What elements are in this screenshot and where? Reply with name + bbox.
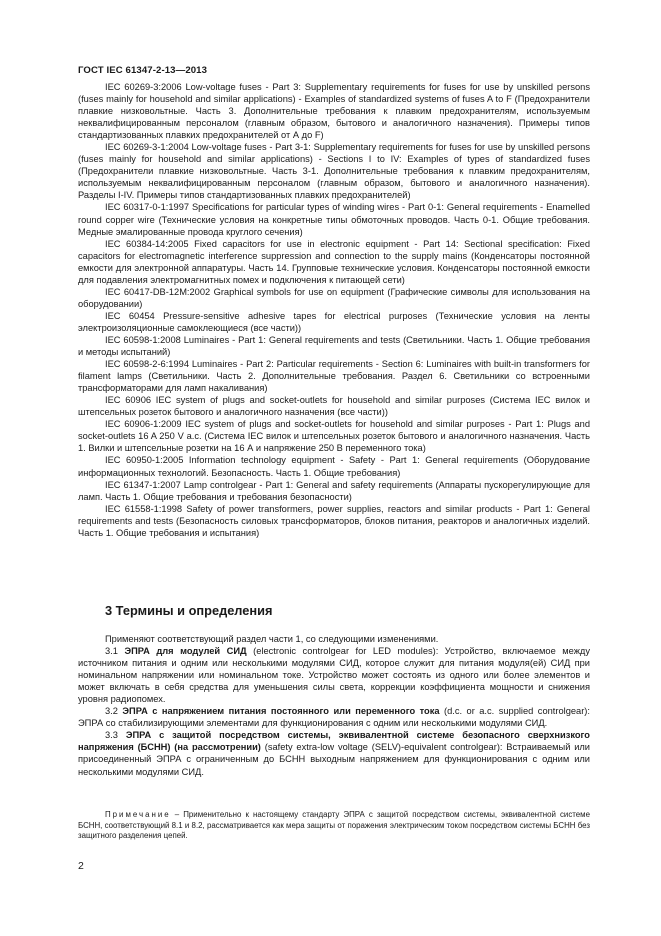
term-name: ЭПРА с защитой посредством системы, эквивалентной системе безопасного сверхнизкого напряжения (БСНН) (на рассмотрении)	[78, 730, 590, 753]
reference-item: IEC 60598-2-6:1994 Luminaires - Part 2: Particular requirements - Section 6: Luminaires with built-in transformers for filament lamps (Светильники. Часть 2. Дополнительные требования. Раздел 6. Светильники со встроенными трансформаторами для ламп накаливания)	[78, 359, 590, 394]
reference-item: IEC 60269-3:2006 Low-voltage fuses - Part 3: Supplementary requirements for fuses for use by unskilled persons (fuses mainly for household and similar applications) - Examples of standardized systems of fuses A to F (Предохранители плавкие низковольтные. Часть 3. Дополнительные требования к плавким предохранителям, используемым неквалифицированным персоналом (главным образом, бытового и аналогичного назначения). Примеры типов стандартизованных плавких предохранителей от А до F)	[78, 82, 590, 141]
note-block	[78, 810, 590, 842]
term-number: 3.3	[105, 730, 118, 741]
term-number: 3.2	[105, 706, 118, 717]
term-name: ЭПРА с напряжением питания постоянного или переменного тока	[122, 706, 440, 717]
term-text: (d.c. or a.c. supplied controlgear): ЭПРА со стабилизирующими элементами для функционирования с одним или несколькими модулями СИД.	[78, 706, 590, 729]
term-number: 3.1	[105, 646, 118, 657]
term-text: (electronic controlgear for LED modules): Устройство, включаемое между источником питания и одним или несколькими модулями СИД, которое служит для питания модуля(ей) СИД при номинальном напряжении или номинальном токе. Устройство может состоять из одного или более элементов и может включать в себя средства для уменьшения силы света, коррекции коэффициента мощности и снижения уровня радиопомех.	[78, 646, 591, 705]
term-definition	[78, 645, 590, 705]
note-paragraph	[78, 810, 590, 842]
note-label: Примечание	[105, 810, 171, 819]
term-name: ЭПРА для модулей СИД	[124, 646, 247, 657]
reference-item: IEC 60598-1:2008 Luminaires - Part 1: General requirements and tests (Светильники. Часть 1. Общие требования и методы испытаний)	[78, 334, 590, 358]
reference-item: IEC 60317-0-1:1997 Specifications for particular types of winding wires - Part 0-1: General requirements - Enamelled round copper wire (Технические условия на конкретные типы обмоточных проводов. Часть 0-1. Общие требования. Медные эмалированные провода круглого сечения)	[78, 202, 590, 237]
reference-item: IEC 60906 IEC system of plugs and socket-outlets for household and similar purposes (Система IEC вилок и штепсельных розеток бытового и аналогичного назначения (все части))	[78, 395, 590, 418]
reference-item: IEC 60950-1:2005 Information technology equipment - Safety - Part 1: General requirements (Оборудование информационных технологий. Безопасность. Часть 1. Общие требования)	[78, 455, 590, 478]
term-definition	[78, 729, 590, 777]
reference-item: IEC 60417-DB-12M:2002 Graphical symbols for use on equipment (Графические символы для использования на оборудовании)	[78, 286, 590, 309]
section-title: 3 Термины и определения	[105, 603, 273, 618]
term-text: (safety extra-low voltage (SELV)-equivalent controlgear): Встраиваемый или присоединенный ЭПРА с ограниченным до БСНН выходным напряжением для функционирования с одним или несколькими модулями СИД.	[78, 742, 591, 777]
reference-item: IEC 60384-14:2005 Fixed capacitors for use in electronic equipment - Part 14: Sectional specification: Fixed capacitors for electromagnetic interference suppression and connection to the supply mains (Конденсаторы постоянной емкости для электронной аппаратуры. Часть 14. Групповые технические условия. Конденсаторы постоянной емкости для подавления электромагнитных помех и подключения к питающей сети)	[78, 238, 590, 285]
reference-item: IEC 60906-1:2009 IEC system of plugs and socket-outlets for household and similar purposes - Part 1: Plugs and socket-outlets 16 A 250 V a.c. (Система IEC вилок и штепсельных розеток бытового и аналогичного назначения. Часть 1. Вилки и штепсельные розетки на 16 А и напряжение 250 В переменного тока)	[78, 419, 590, 454]
section-intro: Применяют соответствующий раздел части 1, со следующими изменениями.	[105, 634, 439, 644]
term-definition	[78, 705, 590, 729]
section-body	[78, 633, 590, 778]
normative-references	[78, 81, 590, 539]
reference-item: IEC 60454 Pressure-sensitive adhesive tapes for electrical purposes (Технические условия на ленты электроизоляционные самоклеющиеся (все части))	[78, 310, 590, 333]
reference-item: IEC 61558-1:1998 Safety of power transformers, power supplies, reactors and similar products - Part 1: General requirements and tests (Безопасность силовых трансформаторов, блоков питания, реакторов и аналогичных изделий. Часть 1. Общие требования и испытания)	[78, 503, 590, 538]
reference-item: IEC 60269-3-1:2004 Low-voltage fuses - Part 3-1: Supplementary requirements for fuses for use by unskilled persons (fuses mainly for household and similar applications) - Sections I to IV: Examples of types of standardized fuses (Предохранители плавкие низковольтные. Часть 3-1. Дополнительные требования к плавким предохранителям, используемым неквалифицированным персоналом (главным образом, бытового и аналогичного назначения). Разделы I-IV. Примеры типов стандартизованных плавких предохранителей)	[78, 142, 590, 201]
document-header: ГОСТ IEC 61347-2-13—2013	[78, 65, 208, 76]
reference-item: IEC 61347-1:2007 Lamp controlgear - Part 1: General and safety requirements (Аппараты пускорегулирующие для ламп. Часть 1. Общие требования и требования безопасности)	[78, 479, 590, 502]
page-number: 2	[78, 860, 84, 872]
note-text: – Применительно к настоящему стандарту ЭПРА с защитой посредством системы, эквивалентной системе БСНН, соответствующий 8.1 и 8.2, рассматривается как мера защиты от поражения электрическим током посредством системы БСНН без защитного разделения цепей.	[78, 810, 590, 841]
